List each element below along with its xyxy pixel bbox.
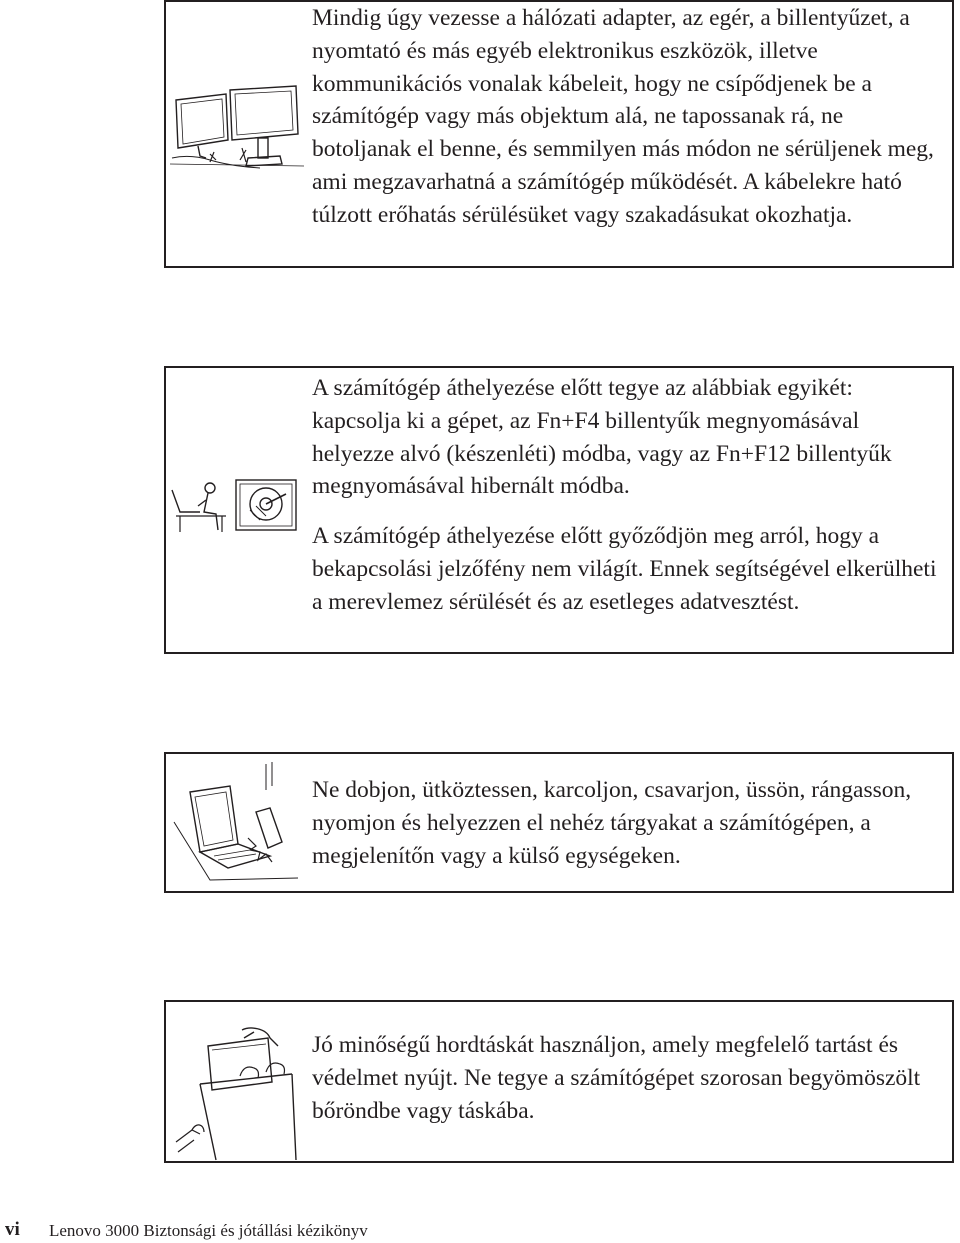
section-text	[312, 1029, 940, 1127]
safety-note-carrying	[164, 1000, 954, 1163]
carrying-bag-icon	[170, 1024, 304, 1162]
safety-note-cables	[164, 0, 954, 268]
section-text	[312, 2, 940, 232]
paragraph: A számítógép áthelyezése előtt tegye az alábbiak egyikét: kapcsolja ki a gépet, az Fn+F4 billentyűk megnyomásával helyezze alvó (készenléti) módba, vagy az Fn+F12 billentyűk megnyomásával hibernált módba.	[312, 375, 892, 500]
safety-note-handling	[164, 752, 954, 893]
laptop-impact-icon	[170, 760, 304, 888]
page-number: vi	[5, 1219, 20, 1240]
book-title: Lenovo 3000 Biztonsági és jótállási kézikönyv	[49, 1221, 368, 1240]
paragraph: Jó minőségű hordtáskát használjon, amely megfelelő tartást és védelmet nyújt. Ne tegye a számítógépet szorosan begyömöszölt bőröndbe vagy táskába.	[312, 1032, 921, 1124]
paragraph: Mindig úgy vezesse a hálózati adapter, az egér, a billentyűzet, a nyomtató és más egyéb elektronikus eszközök, illetve kommunikációs vonalak kábeleit, hogy ne csípődjenek be a számítógép vagy más objektum alá, ne tapossanak rá, ne botoljanak el benne, és semmilyen más módon ne sérüljenek meg, ami megzavarhatná a számítógép működését. A kábelekre ható túlzott erőhatás sérülésüket vagy szakadásukat okozhatja.	[312, 5, 934, 228]
paragraph: A számítógép áthelyezése előtt győződjön meg arról, hogy a bekapcsolási jelzőfény nem világít. Ennek segítségével elkerülheti a merevlemez sérülését és az esetleges adatvesztést.	[312, 523, 937, 615]
safety-note-moving	[164, 366, 954, 654]
section-text	[312, 372, 940, 619]
monitor-cables-icon	[170, 84, 304, 174]
page-footer	[0, 1219, 960, 1243]
section-text	[312, 774, 940, 872]
paragraph: Ne dobjon, ütköztessen, karcoljon, csavarjon, üssön, rángasson, nyomjon és helyezzen el nehéz tárgyakat a számítógépen, a megjelenítőn vagy a külső egységeken.	[312, 777, 912, 869]
hard-drive-person-icon	[170, 476, 304, 536]
